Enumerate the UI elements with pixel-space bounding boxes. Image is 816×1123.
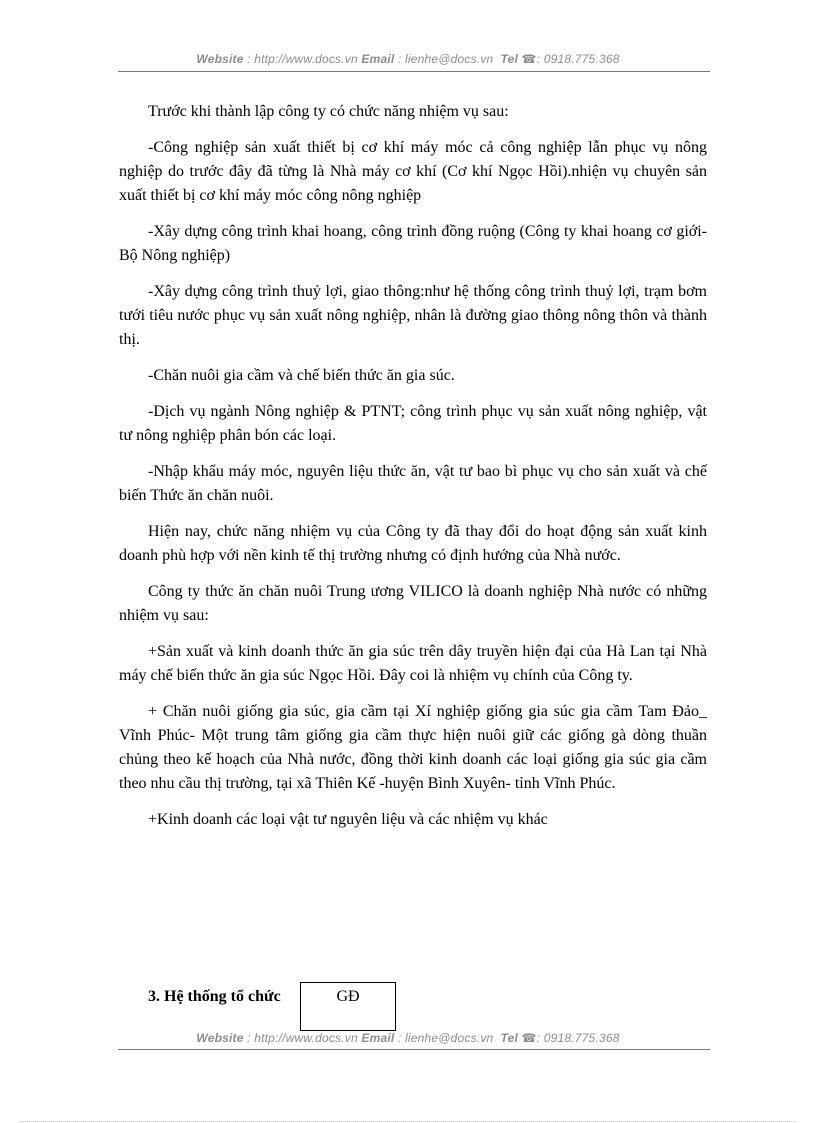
- paragraph: -Xây dựng công trình khai hoang, công trình đồng ruộng (Công ty khai hoang cơ giới-Bộ Nông nghiệp): [119, 223, 707, 264]
- page-header: [0, 52, 816, 66]
- org-chart-box: GĐ: [300, 982, 396, 1031]
- page-footer: [0, 1031, 816, 1045]
- section-heading: 3. Hệ thống tổ chức: [148, 988, 281, 1005]
- page-edge-divider: [20, 1121, 796, 1122]
- paragraph: -Dịch vụ ngành Nông nghiệp & PTNT; công trình phục vụ sản xuất nông nghiệp, vật tư nông nghiệp phân bón các loại.: [119, 403, 707, 444]
- tel-value: : 0918.775.368: [536, 52, 620, 66]
- header-rule: [118, 71, 710, 72]
- telephone-icon: ☎: [521, 1031, 537, 1045]
- document-body: [119, 100, 707, 832]
- paragraph: -Xây dựng công trình thuỷ lợi, giao thông:như hệ thống công trình thuỷ lợi, trạm bơm tưới tiêu nước phục vụ sản xuất nông nghiệp, nhân là đường giao thông nông thôn và thành thị.: [119, 283, 707, 348]
- paragraph: Trước khi thành lập công ty có chức năng nhiệm vụ sau:: [148, 103, 509, 120]
- website-label: Website: [196, 1031, 244, 1045]
- tel-value: : 0918.775.368: [536, 1031, 620, 1045]
- email-label: Email: [361, 1031, 395, 1045]
- paragraph: +Sản xuất và kinh doanh thức ăn gia súc trên dây truyền hiện đại của Hà Lan tại Nhà máy chế biến thức ăn gia súc Ngọc Hồi. Đây coi là nhiệm vụ chính của Công ty.: [119, 643, 707, 684]
- paragraph: -Chăn nuôi gia cầm và chế biến thức ăn gia súc.: [148, 367, 455, 384]
- telephone-icon: ☎: [521, 52, 537, 66]
- paragraph: Hiện nay, chức năng nhiệm vụ của Công ty đã thay đổi do hoạt động sản xuất kinh doanh phù hợp với nền kinh tế thị trường nhưng có định hướng của Nhà nước.: [119, 523, 707, 564]
- tel-label: Tel: [500, 1031, 518, 1045]
- paragraph: + Chăn nuôi giống gia súc, gia cầm tại Xí nghiệp giống gia súc gia cầm Tam Đảo_ Vĩnh Phúc- Một trung tâm giống gia cầm thực hiện nuôi giữ các giống gà dòng thuần chủng theo kế hoạch của Nhà nước, đồng thời kinh doanh các loại giống gia súc gia cầm theo nhu cầu thị trường, tại xã Thiên Kế -huyện Bình Xuyên- tỉnh Vĩnh Phúc.: [119, 703, 707, 792]
- email-value: : lienhe@docs.vn: [397, 52, 494, 66]
- paragraph: -Công nghiệp sản xuất thiết bị cơ khí máy móc cả công nghiệp lẫn phục vụ nông nghiệp do trước đây đã từng là Nhà máy cơ khí (Cơ khí Ngọc Hồi).nhiện vụ chuyên sản xuất thiết bị cơ khí máy móc công nông nghiệp: [119, 139, 707, 204]
- website-value: : http://www.docs.vn: [247, 52, 358, 66]
- paragraph: +Kinh doanh các loại vật tư nguyên liệu và các nhiệm vụ khác: [148, 811, 548, 828]
- email-label: Email: [361, 52, 395, 66]
- website-label: Website: [196, 52, 244, 66]
- tel-label: Tel: [500, 52, 518, 66]
- paragraph: Công ty thức ăn chăn nuôi Trung ương VILICO là doanh nghiệp Nhà nước có những nhiệm vụ sau:: [119, 583, 707, 624]
- website-value: : http://www.docs.vn: [247, 1031, 358, 1045]
- email-value: : lienhe@docs.vn: [397, 1031, 494, 1045]
- paragraph: -Nhập khẩu máy móc, nguyên liệu thức ăn, vật tư bao bì phục vụ cho sản xuất và chế biến Thức ăn chăn nuôi.: [119, 463, 707, 504]
- footer-rule: [118, 1049, 710, 1050]
